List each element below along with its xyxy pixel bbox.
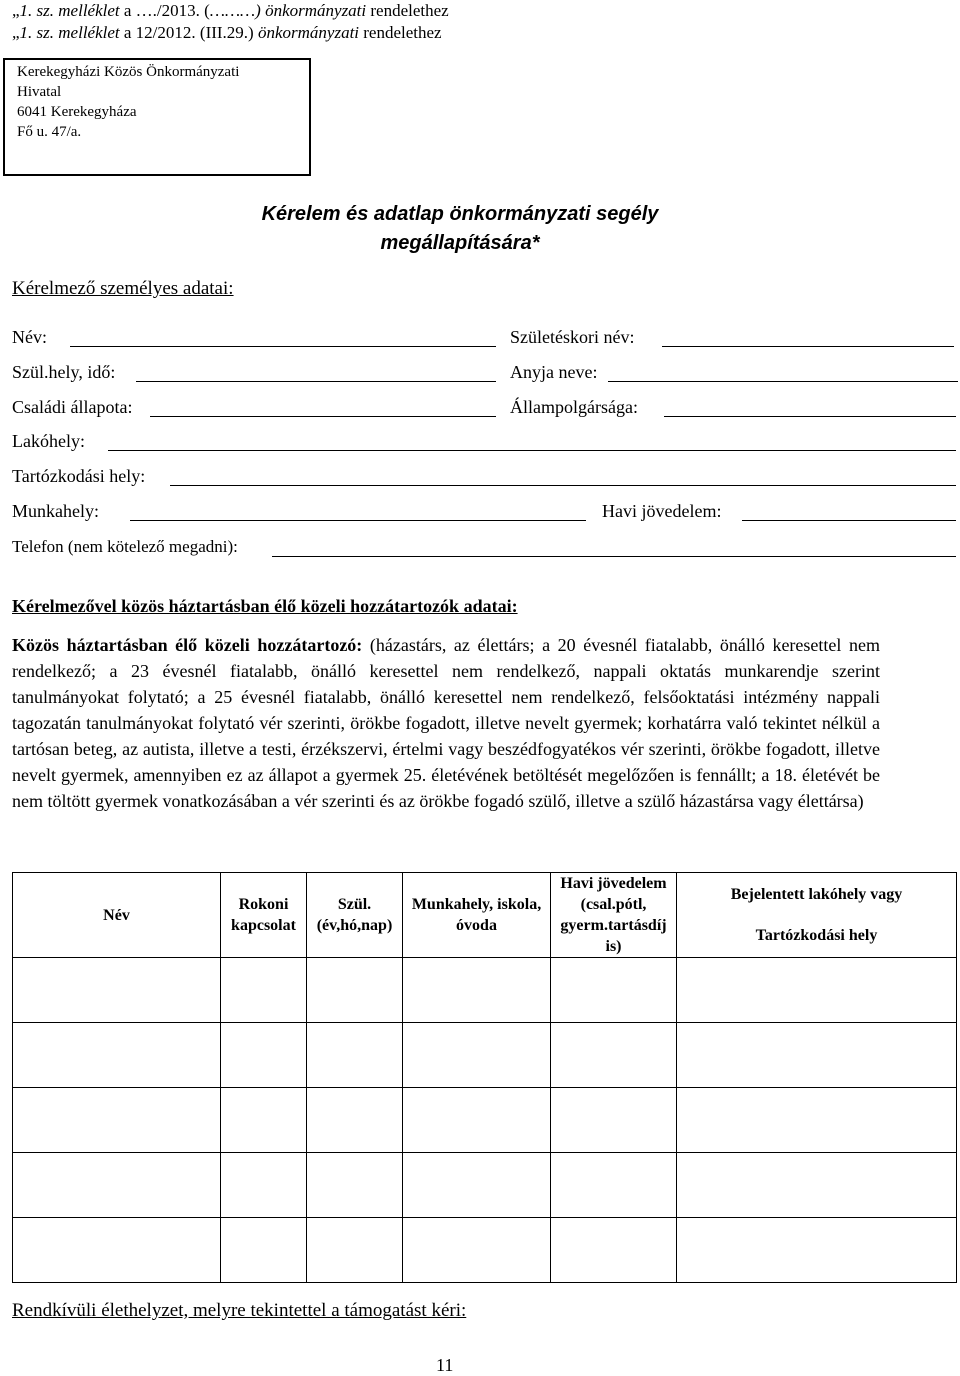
mother-name-field[interactable] <box>608 381 958 382</box>
table-cell[interactable] <box>221 1023 307 1088</box>
header-line-1 <box>12 0 449 22</box>
birth-place-date-label: Szül.hely, idő: <box>12 362 116 382</box>
stay-place-label: Tartózkodási hely: <box>12 466 146 486</box>
stay-place-field[interactable] <box>170 485 956 486</box>
mother-name-label: Anyja neve: <box>510 362 598 382</box>
household-definition-text: (házastárs, az élettárs; a 20 évesnél fiatalabb, önálló keresettel nem rendelkező; a 23 évesnél fiatalabb, önálló keresettel nem rendelkező, nappali oktatás munkarendje szerint tanulmányokat folytató; a 25 évesnél fiatalabb, önálló keresettel nem rendelkező, felsőoktatási intézmény nappali tagozatán tanulmányokat folytató vér szerinti, örökbe fogadott, illetve nevelt gyermek; korhatárra való tekintet nélkül a tartósan beteg, az autista, illetve a testi, érzékszervi, értelmi vagy beszédfogyatékos vér szerinti, örökbe fogadott, illetve nevelt gyermek, amennyiben ez az állapot a gyermek 25. életévének betöltését megelőzően is fennállt; a 18. életévét be nem töltött gyermek vonatkozásában a vér szerinti és az örökbe fogadó szülő, illetve a szülő házastársa vagy élettársa) <box>12 635 880 811</box>
table-cell[interactable] <box>677 958 957 1023</box>
situation-heading: Rendkívüli élethelyzet, melyre tekintettel a támogatást kéri: <box>12 1300 467 1321</box>
decree-suffix: rendelethez <box>366 1 449 20</box>
table-cell[interactable] <box>677 1023 957 1088</box>
table-cell[interactable] <box>13 958 221 1023</box>
col-header-relation: Rokoni kapcsolat <box>221 873 307 958</box>
household-definition-term: Közös háztartásban élő közeli hozzátartozó: <box>12 635 363 655</box>
birth-name-label: Születéskori név: <box>510 327 635 347</box>
phone-label: Telefon (nem kötelező megadni): <box>12 537 238 556</box>
table-cell[interactable] <box>307 1153 403 1218</box>
birth-name-field[interactable] <box>662 346 954 347</box>
monthly-income-label: Havi jövedelem: <box>602 501 722 521</box>
table-cell[interactable] <box>221 958 307 1023</box>
household-members-table <box>12 872 957 1283</box>
address-line: Kerekegyházi Közös Önkormányzati <box>17 64 240 80</box>
page-number: 11 <box>436 1355 454 1375</box>
col-header-name: Név <box>13 873 221 958</box>
table-row <box>13 1218 957 1283</box>
table-row <box>13 1088 957 1153</box>
table-cell[interactable] <box>307 958 403 1023</box>
household-definition <box>12 632 880 814</box>
table-cell[interactable] <box>551 1218 677 1283</box>
table-cell[interactable] <box>403 958 551 1023</box>
table-cell[interactable] <box>403 1218 551 1283</box>
table-cell[interactable] <box>13 1218 221 1283</box>
workplace-field[interactable] <box>130 520 586 521</box>
table-cell[interactable] <box>307 1218 403 1283</box>
table-cell[interactable] <box>551 958 677 1023</box>
marital-status-field[interactable] <box>150 416 496 417</box>
table-cell[interactable] <box>677 1153 957 1218</box>
marital-status-label: Családi állapota: <box>12 397 133 417</box>
table-cell[interactable] <box>13 1088 221 1153</box>
applicant-heading: Kérelmező személyes adatai: <box>12 278 234 299</box>
col-header-income: Havi jövedelem (csal.pótl, gyerm.tartásdíj is) <box>551 873 677 958</box>
col-header-address <box>677 873 957 958</box>
decree-type: önkormányzati <box>253 23 360 42</box>
decree-suffix: rendelethez <box>359 23 442 42</box>
table-cell[interactable] <box>551 1153 677 1218</box>
col-header-birth: Szül. (év,hó,nap) <box>307 873 403 958</box>
table-cell[interactable] <box>551 1023 677 1088</box>
header-line-2 <box>12 22 442 44</box>
table-cell[interactable] <box>551 1088 677 1153</box>
citizenship-label: Állampolgársága: <box>510 397 638 417</box>
table-cell[interactable] <box>221 1088 307 1153</box>
annex-ref: 1. sz. melléklet <box>19 1 120 20</box>
col-header-address-line-1: Bejelentett lakóhely vagy <box>730 886 903 903</box>
col-header-work: Munkahely, iskola, óvoda <box>403 873 551 958</box>
table-cell[interactable] <box>13 1153 221 1218</box>
form-title-line-1: Kérelem és adatlap önkormányzati segély <box>261 203 659 225</box>
quote-mark: „ <box>12 1 20 20</box>
household-heading: Kérelmezővel közös háztartásban élő közeli hozzátartozók adatai: <box>12 596 518 616</box>
table-row <box>13 1153 957 1218</box>
form-title <box>200 200 720 258</box>
table-cell[interactable] <box>307 1023 403 1088</box>
table-cell[interactable] <box>677 1218 957 1283</box>
decree-number: a 12/2012. (III.29.) <box>119 23 254 42</box>
address-box <box>3 58 311 176</box>
table-row <box>13 1023 957 1088</box>
citizenship-field[interactable] <box>664 416 956 417</box>
name-label: Név: <box>12 327 47 347</box>
address-line: Fő u. 47/a. <box>17 124 82 140</box>
table-cell[interactable] <box>403 1023 551 1088</box>
phone-field[interactable] <box>272 556 956 557</box>
table-cell[interactable] <box>307 1088 403 1153</box>
workplace-label: Munkahely: <box>12 501 99 521</box>
residence-label: Lakóhely: <box>12 431 85 451</box>
monthly-income-field[interactable] <box>742 520 956 521</box>
annex-ref: 1. sz. melléklet <box>19 23 120 42</box>
table-cell[interactable] <box>13 1023 221 1088</box>
quote-mark: „ <box>12 23 20 42</box>
address-line: Hivatal <box>17 84 62 100</box>
table-header-row <box>13 873 957 958</box>
table-cell[interactable] <box>403 1153 551 1218</box>
address-line: 6041 Kerekegyháza <box>17 104 137 120</box>
table-cell[interactable] <box>677 1088 957 1153</box>
col-header-address-line-2: Tartózkodási hely <box>755 927 878 944</box>
residence-field[interactable] <box>108 450 956 451</box>
name-field[interactable] <box>70 346 496 347</box>
table-cell[interactable] <box>403 1088 551 1153</box>
birth-place-date-field[interactable] <box>136 381 496 382</box>
table-cell[interactable] <box>221 1153 307 1218</box>
form-title-line-2: megállapítására* <box>380 232 540 254</box>
decree-number: a …./2013. ( <box>119 1 210 20</box>
table-cell[interactable] <box>221 1218 307 1283</box>
decree-type: ………) önkormányzati <box>209 1 367 20</box>
table-row <box>13 958 957 1023</box>
